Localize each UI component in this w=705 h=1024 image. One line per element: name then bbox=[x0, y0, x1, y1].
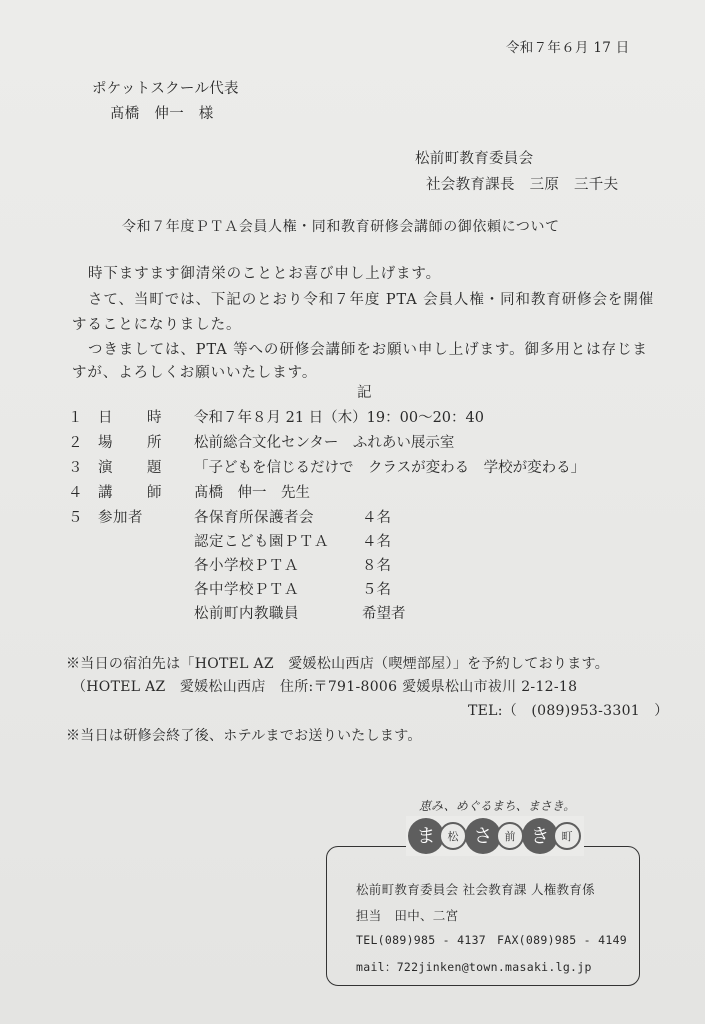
item-value: 令和７年８月 21 日（木）19：00〜20：40 bbox=[194, 410, 484, 426]
item-number: ２ bbox=[68, 435, 83, 451]
subject-line: 令和７年度ＰＴＡ会員人権・同和教育研修会講師の御依頼について bbox=[122, 219, 560, 235]
recipient-name: 髙橋 伸一 様 bbox=[110, 106, 214, 122]
item-row bbox=[0, 481, 705, 501]
item-number: ５ bbox=[68, 510, 83, 526]
body-line-2: さて、当町では、下記のとおり令和７年度 PTA 会員人権・同和教育研修会を開催 bbox=[88, 292, 655, 308]
item-number: １ bbox=[68, 410, 83, 426]
contact-fax: FAX(089)985 - 4149 bbox=[497, 933, 628, 947]
item-value: 髙橋 伸一 先生 bbox=[194, 485, 310, 501]
participant-name: 認定こども園ＰＴＡ bbox=[194, 534, 329, 550]
contact-dept: 松前町教育委員会 社会教育課 人権教育係 bbox=[356, 882, 595, 897]
footer-tagline: 恵み、めぐるまち、まさき。 bbox=[419, 799, 576, 813]
note-address: （HOTEL AZ 愛媛松山西店 住所:〒791-8006 愛媛県松山市祓川 2-12-18 bbox=[72, 679, 578, 695]
item-label: 演 題 bbox=[98, 460, 172, 476]
item-label: 講 師 bbox=[98, 485, 172, 501]
body-line-5: すが、よろしくお願いいたします。 bbox=[72, 365, 318, 381]
item-number: ４ bbox=[68, 485, 83, 501]
participant-row bbox=[0, 530, 705, 550]
note-tel: TEL:（ (089)953-3301 ） bbox=[468, 703, 669, 719]
masaki-logo bbox=[406, 816, 584, 856]
item-label: 日 時 bbox=[98, 410, 172, 426]
document-date: 令和７年６月 17 日 bbox=[506, 40, 630, 56]
logo-char: 町 bbox=[561, 830, 573, 843]
logo-char: さ bbox=[473, 825, 493, 847]
participant-name: 松前町内教職員 bbox=[194, 606, 299, 622]
contact-mail: mail：722jinken@town.masaki.lg.jp bbox=[356, 960, 592, 974]
contact-staff: 担当 田中、二宮 bbox=[356, 908, 459, 923]
note-transport: ※当日は研修会終了後、ホテルまでお送りいたします。 bbox=[66, 728, 422, 744]
participant-row bbox=[0, 506, 705, 526]
item-row bbox=[0, 431, 705, 451]
note-hotel: ※当日の宿泊先は「HOTEL AZ 愛媛松山西店（喫煙部屋）」を予約しております。 bbox=[66, 656, 610, 672]
participant-row bbox=[0, 578, 705, 598]
item-label: 場 所 bbox=[98, 435, 172, 451]
participant-count: 希望者 bbox=[362, 606, 406, 622]
body-line-1: 時下ますます御清栄のこととお喜び申し上げます。 bbox=[88, 266, 442, 282]
sender-title: 社会教育課長 三原 三千夫 bbox=[426, 177, 619, 193]
logo-char: き bbox=[530, 825, 550, 847]
ki-heading: 記 bbox=[357, 385, 372, 401]
item-label: 参加者 bbox=[98, 510, 143, 526]
participant-count: ５名 bbox=[362, 582, 391, 598]
participant-row bbox=[0, 602, 705, 622]
participant-count: ４名 bbox=[362, 534, 391, 550]
item-row bbox=[0, 456, 705, 476]
participant-name: 各小学校ＰＴＡ bbox=[194, 558, 299, 574]
participant-count: ８名 bbox=[362, 558, 391, 574]
body-line-4: つきましては、PTA 等への研修会講師をお願い申し上げます。御多用とは存じま bbox=[88, 342, 648, 358]
participant-name: 各保育所保護者会 bbox=[194, 510, 314, 526]
item-value: 「子どもを信じるだけで クラスが変わる 学校が変わる」 bbox=[194, 460, 586, 476]
participant-name: 各中学校ＰＴＡ bbox=[194, 582, 299, 598]
logo-char: ま bbox=[416, 825, 436, 847]
logo-char: 松 bbox=[447, 830, 459, 843]
sender-org: 松前町教育委員会 bbox=[415, 151, 534, 167]
recipient-org: ポケットスクール代表 bbox=[92, 81, 239, 97]
participant-count: ４名 bbox=[362, 510, 391, 526]
item-row bbox=[0, 406, 705, 426]
body-line-3: することになりました。 bbox=[72, 317, 242, 333]
item-number: ３ bbox=[68, 460, 83, 476]
logo-char: 前 bbox=[504, 830, 516, 843]
contact-tel: TEL(089)985 - 4137 bbox=[356, 933, 487, 947]
participant-row bbox=[0, 554, 705, 574]
item-value: 松前総合文化センター ふれあい展示室 bbox=[194, 435, 455, 451]
